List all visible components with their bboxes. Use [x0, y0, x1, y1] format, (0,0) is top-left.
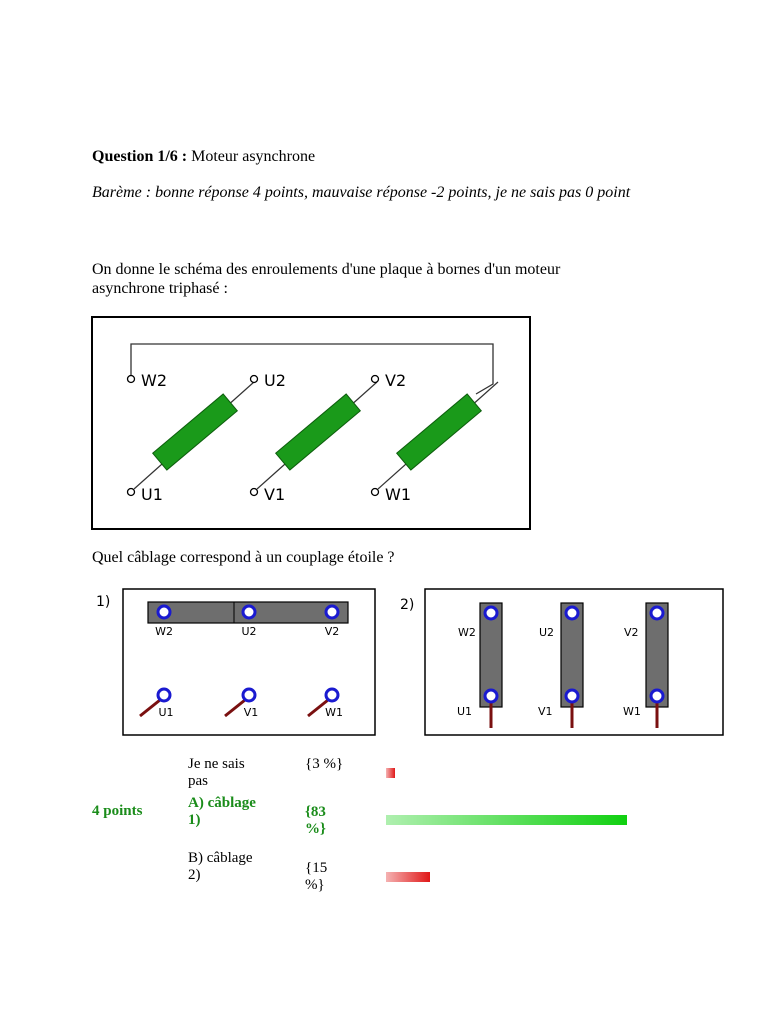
terminal-dot [251, 376, 258, 383]
wiring-option-1[interactable] [122, 588, 376, 736]
terminal-label: U1 [158, 706, 174, 719]
terminal-bolt [326, 689, 338, 701]
answer-label-dontknow: Je ne sais pas [188, 756, 245, 789]
terminal-bolt [243, 606, 255, 618]
terminal-label: V1 [264, 485, 286, 504]
terminal-dot [128, 376, 135, 383]
terminal-label: W1 [385, 485, 411, 504]
terminal-bolt [651, 607, 663, 619]
winding-schematic [91, 316, 531, 530]
question-number: Question 1/6 : [92, 148, 188, 165]
terminal-label: W2 [155, 625, 173, 638]
question-title: Moteur asynchrone [191, 148, 316, 165]
terminal-bolt [326, 606, 338, 618]
terminal-bolt [651, 690, 663, 702]
terminal-label: V1 [243, 706, 259, 719]
terminal-dot [372, 489, 379, 496]
terminal-bolt [158, 606, 170, 618]
terminal-bolt [566, 607, 578, 619]
terminal-label: V2 [385, 371, 407, 390]
terminal-label: W1 [623, 705, 641, 718]
grading-scale: Barème : bonne réponse 4 points, mauvaise réponse -2 points, je ne sais pas 0 point [92, 184, 631, 201]
terminal-label: U2 [241, 625, 257, 638]
answer-pct-dontknow: {3 %} [305, 756, 344, 772]
answer-label-b: B) câblage 2) [188, 850, 253, 883]
terminal-bolt [485, 690, 497, 702]
terminal-dot [128, 489, 135, 496]
terminal-bolt [243, 689, 255, 701]
terminal-bolt [566, 690, 578, 702]
answer-bar-b [386, 872, 430, 882]
wiring-option-2[interactable] [424, 588, 724, 736]
terminal-dot [372, 376, 379, 383]
terminal-label: U2 [264, 371, 286, 390]
terminal-label: V2 [324, 625, 340, 638]
question-intro: On donne le schéma des enroulements d'une plaque à bornes d'un moteur asynchrone triphasé : [92, 261, 561, 297]
terminal-label: W2 [141, 371, 167, 390]
terminal-label: U1 [457, 705, 473, 718]
terminal-label: U2 [539, 626, 555, 639]
answer-pct-b: {15 %} [305, 860, 328, 893]
answer-bar-a [386, 815, 627, 825]
score-label: 4 points [92, 803, 143, 819]
terminal-bolt [158, 689, 170, 701]
question-heading [92, 148, 315, 166]
terminal-bolt [485, 607, 497, 619]
answer-bar-dontknow [386, 768, 395, 778]
terminal-label: U1 [141, 485, 163, 504]
terminal-label: V2 [624, 626, 639, 639]
terminal-label: W2 [458, 626, 476, 639]
answer-pct-a: {83 %} [305, 804, 326, 837]
terminal-label: V1 [538, 705, 553, 718]
option-1-label: 1) [96, 594, 111, 610]
question-prompt: Quel câblage correspond à un couplage étoile ? [92, 549, 395, 566]
terminal-dot [251, 489, 258, 496]
option-2-label: 2) [400, 597, 415, 613]
terminal-label: W1 [325, 706, 343, 719]
answer-label-a: A) câblage 1) [188, 795, 256, 828]
